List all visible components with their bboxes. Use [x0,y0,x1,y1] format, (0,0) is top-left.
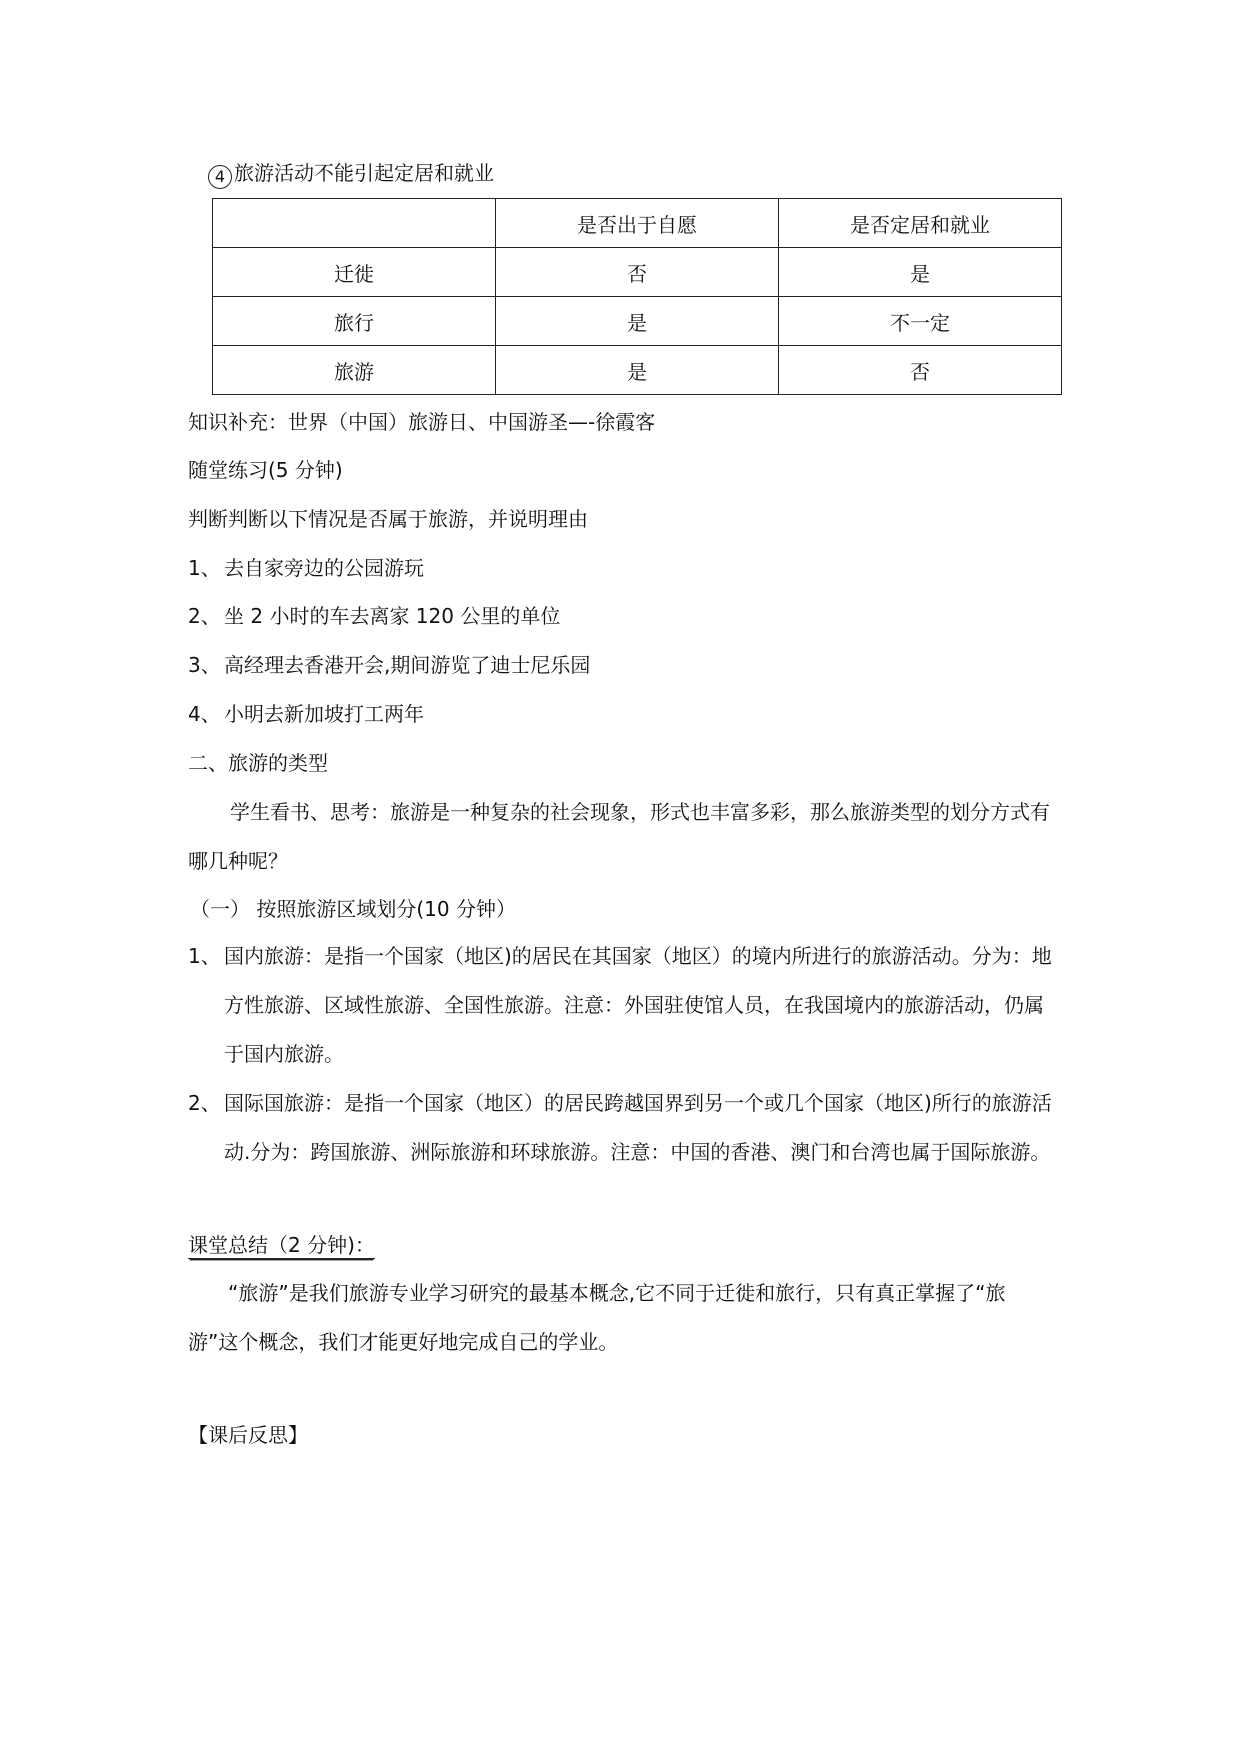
section-2-intro: 学生看书、思考：旅游是一种复杂的社会现象，形式也丰富多彩，那么旅游类型的划分方式有哪几种呢？ [188,800,1050,873]
table-row [213,346,1062,395]
comparison-table [212,198,1062,395]
table-header-row [213,199,1062,248]
practice-item-text: 坐 2 小时的车去离家 120 公里的单位 [224,604,561,628]
table-row [213,297,1062,346]
point-4-heading [208,161,494,189]
region-item-number: 2、 [188,1091,221,1115]
table-cell: 旅行 [213,297,496,346]
practice-item-text: 小明去新加坡打工两年 [224,702,424,726]
region-item-number: 1、 [188,944,221,968]
practice-item [188,604,560,628]
practice-title: 随堂练习(5 分钟) [188,458,343,482]
table-cell: 否 [496,248,779,297]
practice-item-number: 3、 [188,653,221,677]
section-2-title: 二、旅游的类型 [188,751,328,775]
table-cell: 不一定 [779,297,1062,346]
region-item-text: 国内旅游：是指一个国家（地区)的居民在其国家（地区）的境内所进行的旅游活动。分为：地方性旅游、区域性旅游、全国性旅游。注意：外国驻使馆人员，在我国境内的旅游活动，仍属于国内旅游。 [224,944,1052,1066]
region-item-text: 国际国旅游：是指一个国家（地区）的居民跨越国界到另一个或几个国家（地区)所行的旅游活动.分为：跨国旅游、洲际旅游和环球旅游。注意：中国的香港、澳门和台湾也属于国际旅游。 [224,1091,1052,1164]
table-cell: 迁徙 [213,248,496,297]
table-cell: 否 [779,346,1062,395]
reflection-title: 【课后反思】 [188,1423,308,1447]
point-4-text: 旅游活动不能引起定居和就业 [234,161,494,185]
practice-item-number: 4、 [188,702,221,726]
summary-title-text: 课堂总结（2 分钟)： [188,1233,375,1257]
practice-item [188,653,590,677]
practice-item-text: 去自家旁边的公园游玩 [224,556,424,580]
table-row [213,248,1062,297]
practice-item [188,702,424,726]
table-cell: 旅游 [213,346,496,395]
table-header-cell: 是否出于自愿 [496,199,779,248]
practice-instruction: 判断判断以下情况是否属于旅游，并说明理由 [188,507,588,531]
practice-item-number: 1、 [188,556,221,580]
subsection-1-title: （一） 按照旅游区域划分(10 分钟） [190,897,516,921]
knowledge-supplement: 知识补充：世界（中国）旅游日、中国游圣—-徐霞客 [188,410,656,434]
table-cell: 是 [496,297,779,346]
table-header-cell: 是否定居和就业 [779,199,1062,248]
circled-number-marker: 4 [208,165,232,189]
table-cell: 是 [779,248,1062,297]
table-cell: 是 [496,346,779,395]
table-header-cell [213,199,496,248]
summary-text: “旅游”是我们旅游专业学习研究的最基本概念,它不同于迁徙和旅行，只有真正掌握了“旅游”这个概念，我们才能更好地完成自己的学业。 [188,1281,1006,1354]
practice-item-text: 高经理去香港开会,期间游览了迪士尼乐园 [224,653,591,677]
summary-title [188,1233,375,1257]
practice-item-number: 2、 [188,604,221,628]
practice-item [188,556,424,580]
